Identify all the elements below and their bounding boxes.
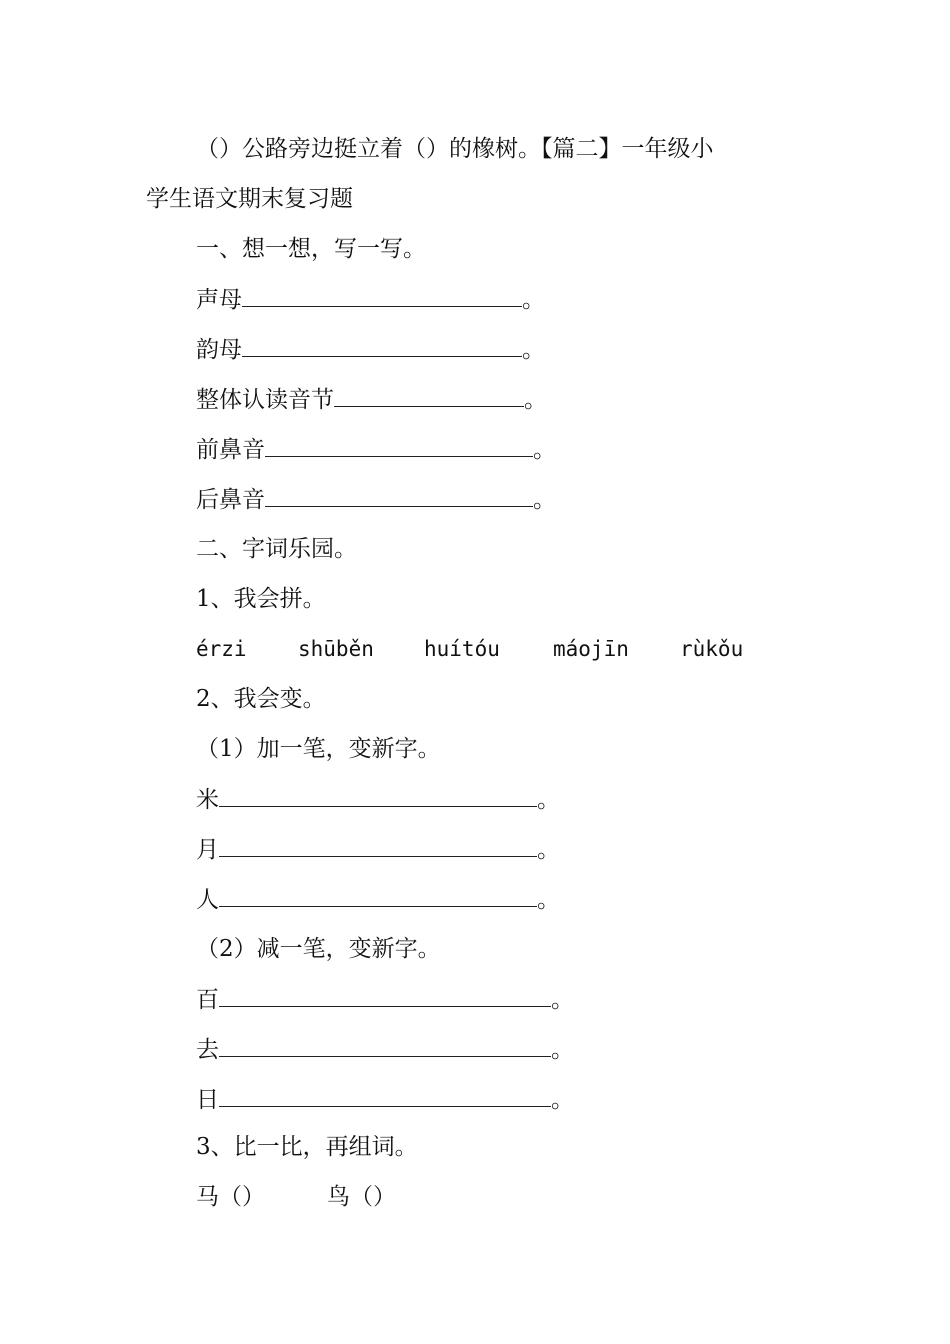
fill-item-label: 声母 [196,287,242,313]
section2-heading: 二、字词乐园。 [196,536,357,562]
answer-blank[interactable] [265,434,533,457]
period-mark: 。 [533,487,556,513]
fill-item-label: 整体认读音节 [196,387,334,413]
char-label: 百 [196,987,219,1013]
remove-stroke-item-ri [196,1084,574,1115]
period-mark: 。 [551,1087,574,1113]
section1-heading: 一、想一想，写一写。 [196,236,426,262]
q1-title: 1、我会拼。 [196,586,326,612]
intro-line-1: （）公路旁边挺立着（）的橡树。【篇二】一年级小 [196,136,714,162]
period-mark: 。 [537,787,560,813]
fill-item-shengmu [196,284,545,315]
answer-blank[interactable] [265,484,533,507]
answer-blank[interactable] [219,884,537,907]
answer-blank[interactable] [219,1034,551,1057]
q2-sub2-title: （2）减一笔，变新字。 [196,936,441,962]
add-stroke-item-yue [196,834,560,865]
add-stroke-item-mi [196,784,560,815]
fill-item-label: 后鼻音 [196,487,265,513]
period-mark: 。 [522,287,545,313]
char-label: 日 [196,1087,219,1113]
compare-item-niao: 鸟（） [327,1184,396,1210]
answer-blank[interactable] [219,1084,551,1107]
intro-line-2: 学生语文期末复习题 [146,186,353,212]
answer-blank[interactable] [219,984,551,1007]
period-mark: 。 [537,837,560,863]
pinyin-word: huítóu [424,637,500,661]
period-mark: 。 [524,387,547,413]
fill-item-label: 韵母 [196,337,242,363]
pinyin-word: rùkǒu [680,637,744,661]
fill-item-houbiyin [196,484,556,515]
char-label: 月 [196,837,219,863]
answer-blank[interactable] [219,834,537,857]
compare-item-ma: 马（） [196,1184,265,1210]
answer-blank[interactable] [334,384,524,407]
fill-item-label: 前鼻音 [196,437,265,463]
remove-stroke-item-bai [196,984,574,1015]
add-stroke-item-ren [196,884,560,915]
period-mark: 。 [551,987,574,1013]
answer-blank[interactable] [242,284,522,307]
char-label: 人 [196,887,219,913]
pinyin-word: máojīn [553,637,629,661]
remove-stroke-item-qu [196,1034,574,1065]
answer-blank[interactable] [219,784,537,807]
q3-title: 3、比一比，再组词。 [196,1134,418,1160]
period-mark: 。 [551,1037,574,1063]
answer-blank[interactable] [242,334,522,357]
fill-item-yunmu [196,334,545,365]
char-label: 去 [196,1037,219,1063]
fill-item-qianbiyin [196,434,556,465]
char-label: 米 [196,787,219,813]
pinyin-word: érzi [196,637,247,661]
q2-title: 2、我会变。 [196,686,326,712]
pinyin-word: shūběn [298,637,374,661]
period-mark: 。 [537,887,560,913]
fill-item-zhengti [196,384,547,415]
compare-pair-row [196,1182,396,1212]
period-mark: 。 [533,437,556,463]
period-mark: 。 [522,337,545,363]
q2-sub1-title: （1）加一笔，变新字。 [196,736,441,762]
